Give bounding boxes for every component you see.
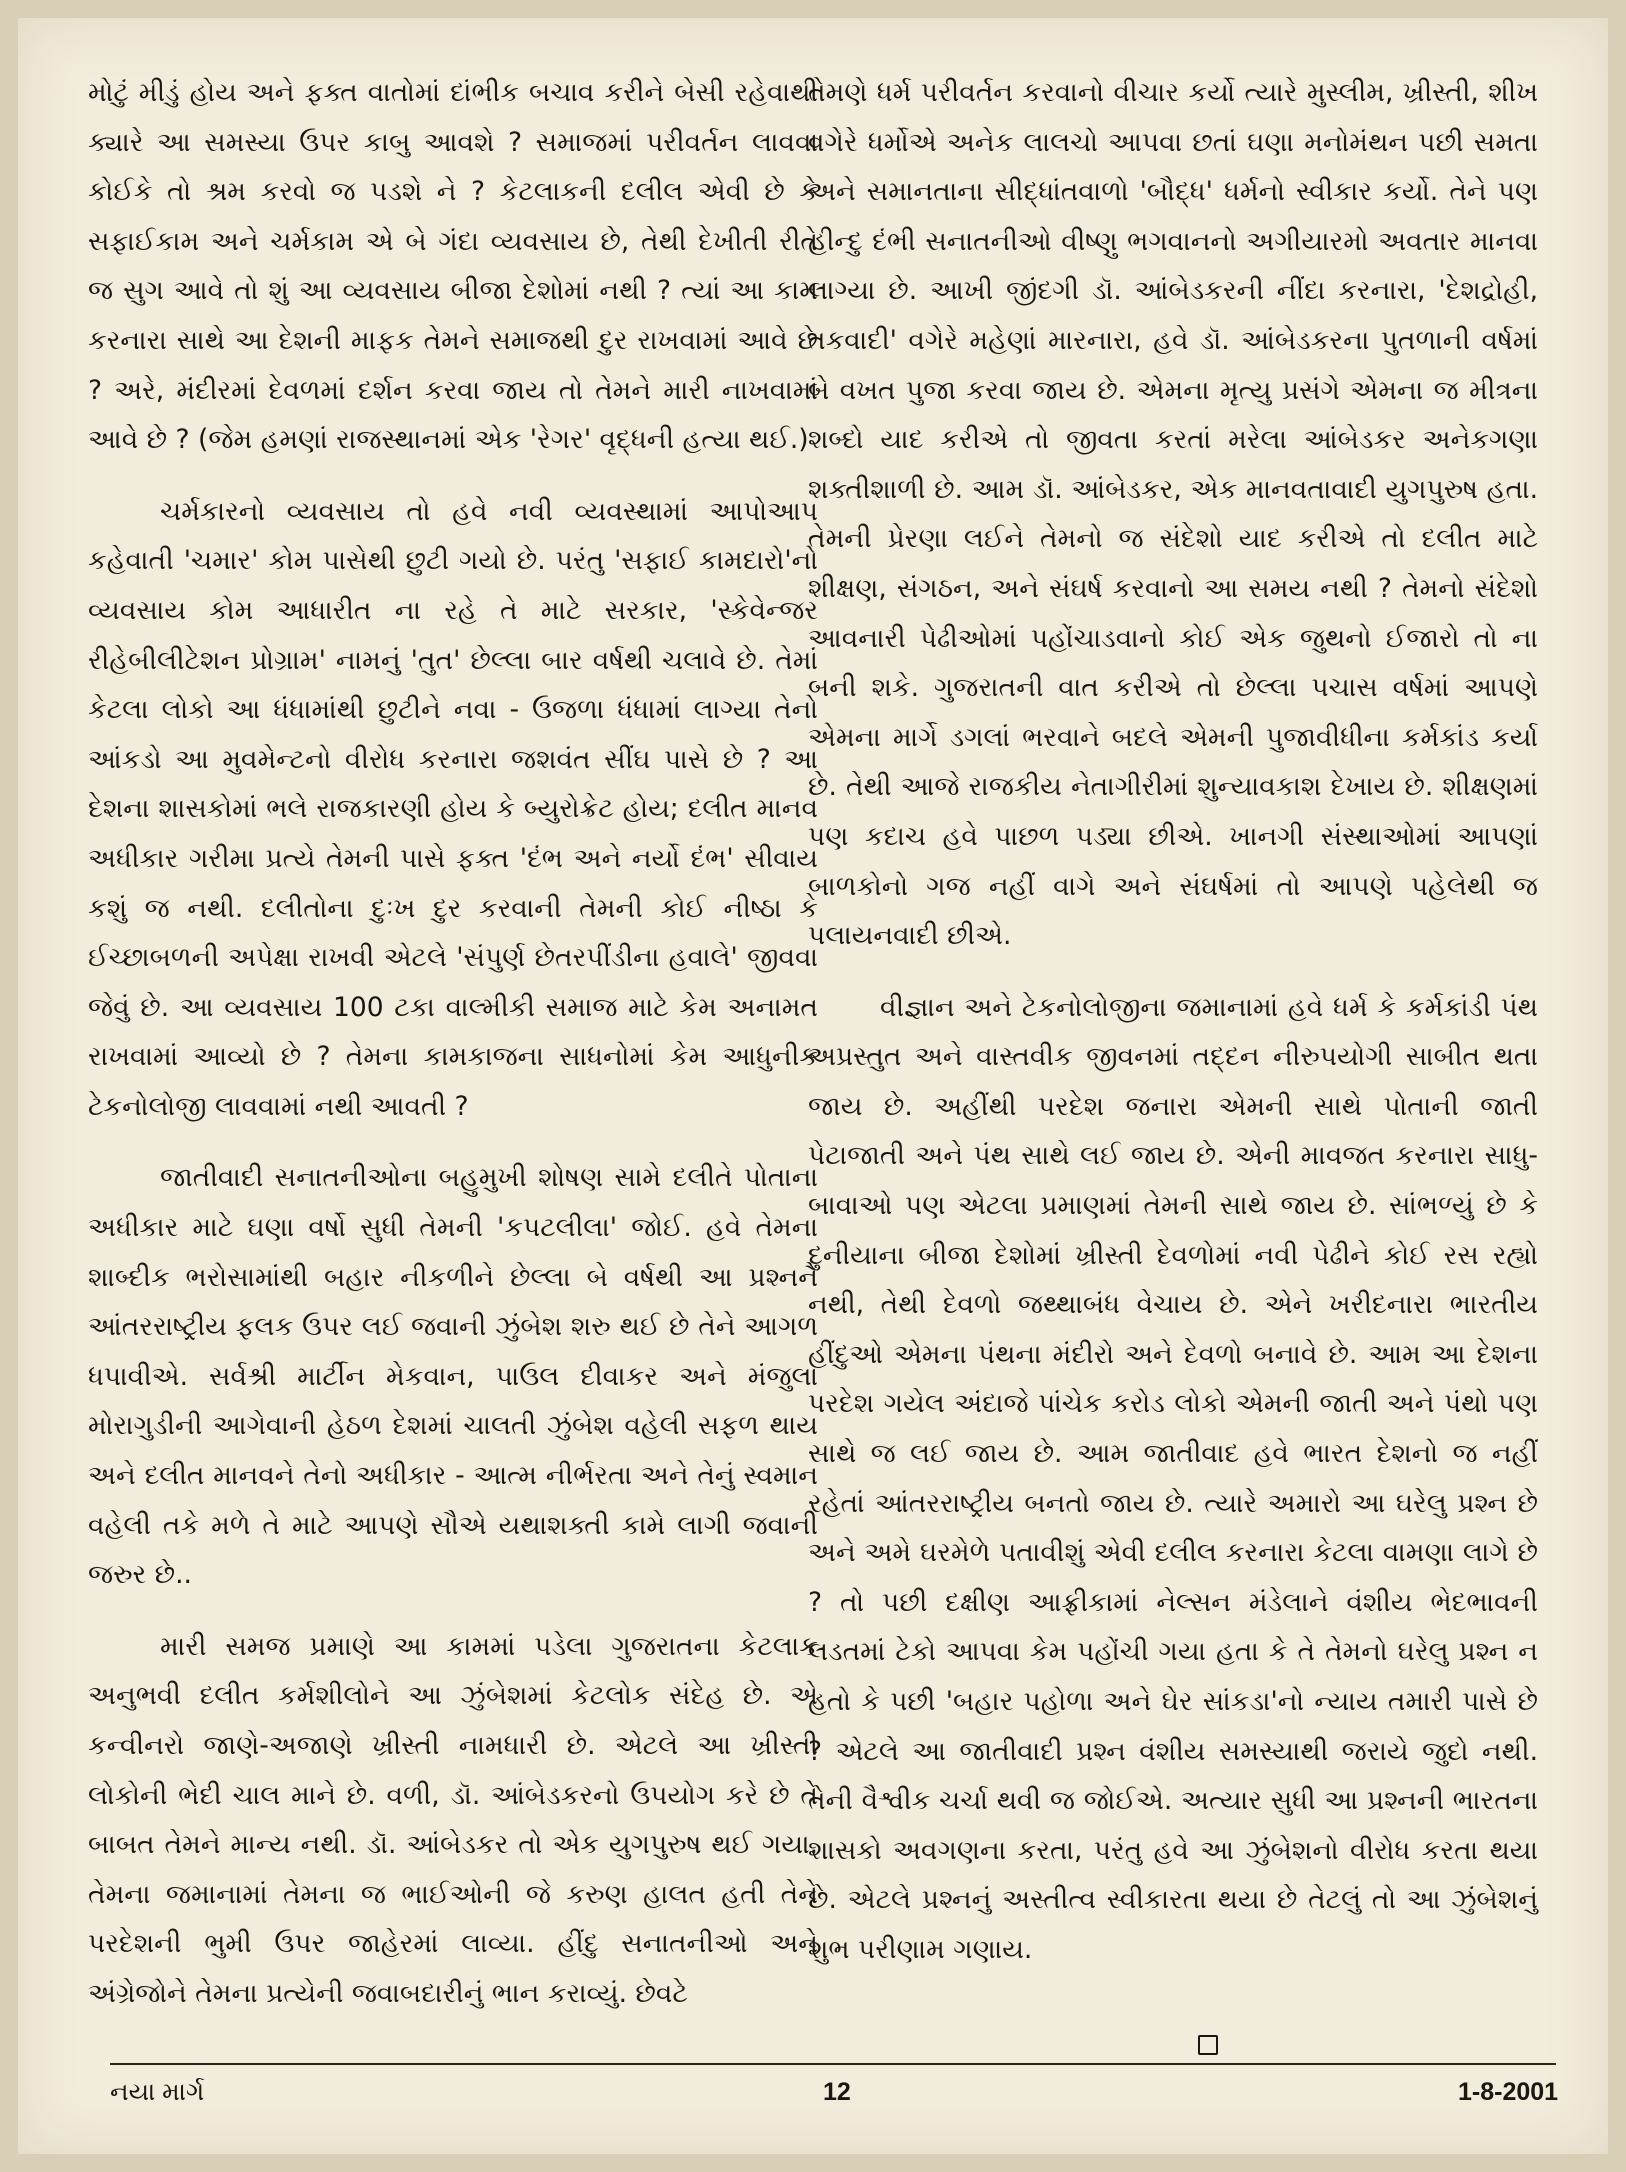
article-end-marker-icon <box>1198 2035 1218 2055</box>
publication-name: નયા માર્ગ <box>110 2078 205 2106</box>
paragraph: તેમણે ધર્મ પરીવર્તન કરવાનો વીચાર કર્યો ત્યારે મુસ્લીમ, ખ્રીસ્તી, શીખ વગેરે ધર્મોએ અનેક લાલચો આપવા છતાં ઘણા મનોમંથન પછી સમતા અને સમાનતાના સીદ્ધાંતવાળો 'બૌદ્ધ' ધર્મનો સ્વીકાર કર્યો. તેને પણ હીન્દુ દંભી સનાતનીઓ વીષ્ણુ ભગવાનનો અગીયારમો અવતાર માનવા લાગ્યા છે. આખી જીંદગી ડૉ. આંબેડકરની નીંદા કરનારા, 'દેશદ્રોહી, તકવાદી' વગેરે મહેણાં મારનારા, હવે ડૉ. આંબેડકરના પુતળાની વર્ષમાં બે વખત પુજા કરવા જાય છે. એમના મૃત્યુ પ્રસંગે એમના જ મીત્રના શબ્દો યાદ કરીએ તો જીવતા કરતાં મરેલા આંબેડકર અનેકગણા શક્તીશાળી છે. આમ ડૉ. આંબેડકર, એક માનવતાવાદી યુગપુરુષ હતા. તેમની પ્રેરણા લઈને તેમનો જ સંદેશો યાદ કરીએ તો દલીત માટે શીક્ષણ, સંગઠન, અને સંઘર્ષ કરવાનો આ સમય નથી ? તેમનો સંદેશો આવનારી પેઢીઓમાં પહોંચાડવાનો કોઈ એક જુથનો ઈજારો તો ના બની શકે. ગુજરાતની વાત કરીએ તો છેલ્લા પચાસ વર્ષમાં આપણે એમના માર્ગે ડગલાં ભરવાને બદલે એમની પુજાવીધીના કર્મકાંડ કર્યા છે. તેથી આજે રાજકીય નેતાગીરીમાં શુન્યાવકાશ દેખાય છે. શીક્ષણમાં પણ કદાચ હવે પાછળ પડ્યા છીએ. ખાનગી સંસ્થાઓમાં આપણાં બાળકોનો ગજ નહીં વાગે અને સંઘર્ષમાં તો આપણે પહેલેથી જ પલાયનવાદી છીએ. <box>808 77 1538 952</box>
right-column <box>808 68 1538 1997</box>
paragraph: મોટું મીડું હોય અને ફક્ત વાતોમાં દાંભીક બચાવ કરીને બેસી રહેવાથી ક્યારે આ સમસ્યા ઉપર કાબુ આવશે ? સમાજમાં પરીવર્તન લાવવા કોઈકે તો શ્રમ કરવો જ પડશે ને ? કેટલાકની દલીલ એવી છે કે સફાઈકામ અને ચર્મકામ એ બે ગંદા વ્યવસાય છે, તેથી દેખીતી રીતે જ સુગ આવે તો શું આ વ્યવસાય બીજા દેશોમાં નથી ? ત્યાં આ કામ કરનારા સાથે આ દેશની માફક તેમને સમાજથી દુર રાખવામાં આવે છે ? અરે, મંદીરમાં દેવળમાં દર્શન કરવા જાય તો તેમને મારી નાખવામાં આવે છે ? (જેમ હમણાં રાજસ્થાનમાં એક 'રેગર' વૃદ્ધની હત્યા થઈ.) <box>88 77 818 456</box>
magazine-page <box>18 18 1608 2154</box>
left-column <box>88 68 818 2041</box>
paragraph: વીજ્ઞાન અને ટેકનોલોજીના જમાનામાં હવે ધર્મ કે કર્મકાંડી પંથ અપ્રસ્તુત અને વાસ્તવીક જીવનમાં તદ્દન નીરુપયોગી સાબીત થતા જાય છે. અહીંથી પરદેશ જનારા એમની સાથે પોતાની જાતી પેટાજાતી અને પંથ સાથે લઈ જાય છે. એની માવજત કરનારા સાધુ-બાવાઓ પણ એટલા પ્રમાણમાં તેમની સાથે જાય છે. સાંભળ્યું છે કે દુનીયાના બીજા દેશોમાં ખ્રીસ્તી દેવળોમાં નવી પેઢીને કોઈ રસ રહ્યો નથી, તેથી દેવળો જથ્થાબંધ વેચાય છે. એને ખરીદનારા ભારતીય હીંદુઓ એમના પંથના મંદીરો અને દેવળો બનાવે છે. આમ આ દેશના પરદેશ ગયેલ અંદાજે પાંચેક કરોડ લોકો એમની જાતી અને પંથો પણ સાથે જ લઈ જાય છે. આમ જાતીવાદ હવે ભારત દેશનો જ નહીં રહેતાં આંતરરાષ્ટ્રીય બનતો જાય છે. ત્યારે અમારો આ ઘરેલુ પ્રશ્ન છે અને અમે ઘરમેળે પતાવીશું એવી દલીલ કરનારા કેટલા વામણા લાગે છે ? તો પછી દક્ષીણ આફ્રીકામાં નેલ્સન મંડેલાને વંશીય ભેદભાવની લડતમાં ટેકો આપવા કેમ પહોંચી ગયા હતા કે તે તેમનો ઘરેલુ પ્રશ્ન ન હતો કે પછી 'બહાર પહોળા અને ઘેર સાંકડા'નો ન્યાય તમારી પાસે છે ? એટલે આ જાતીવાદી પ્રશ્ન વંશીય સમસ્યાથી જરાયે જુદો નથી. તેની વૈશ્વીક ચર્ચા થવી જ જોઈએ. અત્યાર સુધી આ પ્રશ્નની ભારતના શાસકો અવગણના કરતા, પરંતુ હવે આ ઝુંબેશનો વીરોધ કરતા થયા છે. એટલે પ્રશ્નનું અસ્તીત્વ સ્વીકારતા થયા છે તેટલું તો આ ઝુંબેશનું શુભ પરીણામ ગણાય. <box>808 991 1538 1965</box>
paragraph: જાતીવાદી સનાતનીઓના બહુમુખી શોષણ સામે દલીતે પોતાના અધીકાર માટે ઘણા વર્ષો સુધી તેમની 'કપટલીલા' જોઈ. હવે તેમના શાબ્દીક ભરોસામાંથી બહાર નીકળીને છેલ્લા બે વર્ષથી આ પ્રશ્નને આંતરરાષ્ટ્રીય ફલક ઉપર લઈ જવાની ઝુંબેશ શરુ થઈ છે તેને આગળ ધપાવીએ. સર્વશ્રી માર્ટીન મેકવાન, પાઉલ દીવાકર અને મંજુલા મોરાગુડીની આગેવાની હેઠળ દેશમાં ચાલતી ઝુંબેશ વહેલી સફળ થાય અને દલીત માનવને તેનો અધીકાર - આત્મ નીર્ભરતા અને તેનું સ્વમાન વહેલી તકે મળે તે માટે આપણે સૌએ યથાશક્તી કામે લાગી જવાની જરુર છે.. <box>88 1162 818 1591</box>
paragraph: ચર્મકારનો વ્યવસાય તો હવે નવી વ્યવસ્થામાં આપોઆપ કહેવાતી 'ચમાર' કોમ પાસેથી છુટી ગયો છે. પરંતુ 'સફાઈ કામદારો'નો વ્યવસાય કોમ આધારીત ના રહે તે માટે સરકાર, 'સ્કેવેન્જર રીહેબીલીટેશન પ્રોગ્રામ' નામનું 'તુત' છેલ્લા બાર વર્ષથી ચલાવે છે. તેમાં કેટલા લોકો આ ધંધામાંથી છુટીને નવા - ઉજળા ધંધામાં લાગ્યા તેનો આંકડો આ મુવમેન્ટનો વીરોધ કરનારા જશવંત સીંઘ પાસે છે ? આ દેશના શાસકોમાં ભલે રાજકારણી હોય કે બ્યુરોક્રેટ હોય; દલીત માનવ અધીકાર ગરીમા પ્રત્યે તેમની પાસે ફક્ત 'દંભ અને નર્યો દંભ' સીવાય કશું જ નથી. દલીતોના દુઃખ દુર કરવાની તેમની કોઈ નીષ્ઠા કે ઈચ્છાબળની અપેક્ષા રાખવી એટલે 'સંપુર્ણ છેતરપીંડીના હવાલે' જીવવા જેવું છે. આ વ્યવસાય 100 ટકા વાલ્મીકી સમાજ માટે કેમ અનામત રાખવામાં આવ્યો છે ? તેમના કામકાજના સાધનોમાં કેમ આધુનીક ટેકનોલોજી લાવવામાં નથી આવતી ? <box>88 495 818 1122</box>
issue-date: 1-8-2001 <box>1458 2078 1559 2106</box>
footer-divider <box>110 2063 1556 2065</box>
page-number: 12 <box>823 2078 851 2106</box>
paragraph: મારી સમજ પ્રમાણે આ કામમાં પડેલા ગુજરાતના કેટલાક અનુભવી દલીત કર્મશીલોને આ ઝુંબેશમાં કેટલોક સંદેહ છે. એ કન્વીનરો જાણે-અજાણે ખ્રીસ્તી નામધારી છે. એટલે આ ખ્રીસ્તી લોકોની ભેદી ચાલ માને છે. વળી, ડૉ. આંબેડકરનો ઉપયોગ કરે છે તે બાબત તેમને માન્ય નથી. ડૉ. આંબેડકર તો એક યુગપુરુષ થઈ ગયા. તેમના જમાનામાં તેમના જ ભાઈઓની જે કરુણ હાલત હતી તેને પરદેશની ભુમી ઉપર જાહેરમાં લાવ્યા. હીંદુ સનાતનીઓ અને અંગ્રેજોને તેમના પ્રત્યેની જવાબદારીનું ભાન કરાવ્યું. છેવટે <box>88 1630 818 2009</box>
